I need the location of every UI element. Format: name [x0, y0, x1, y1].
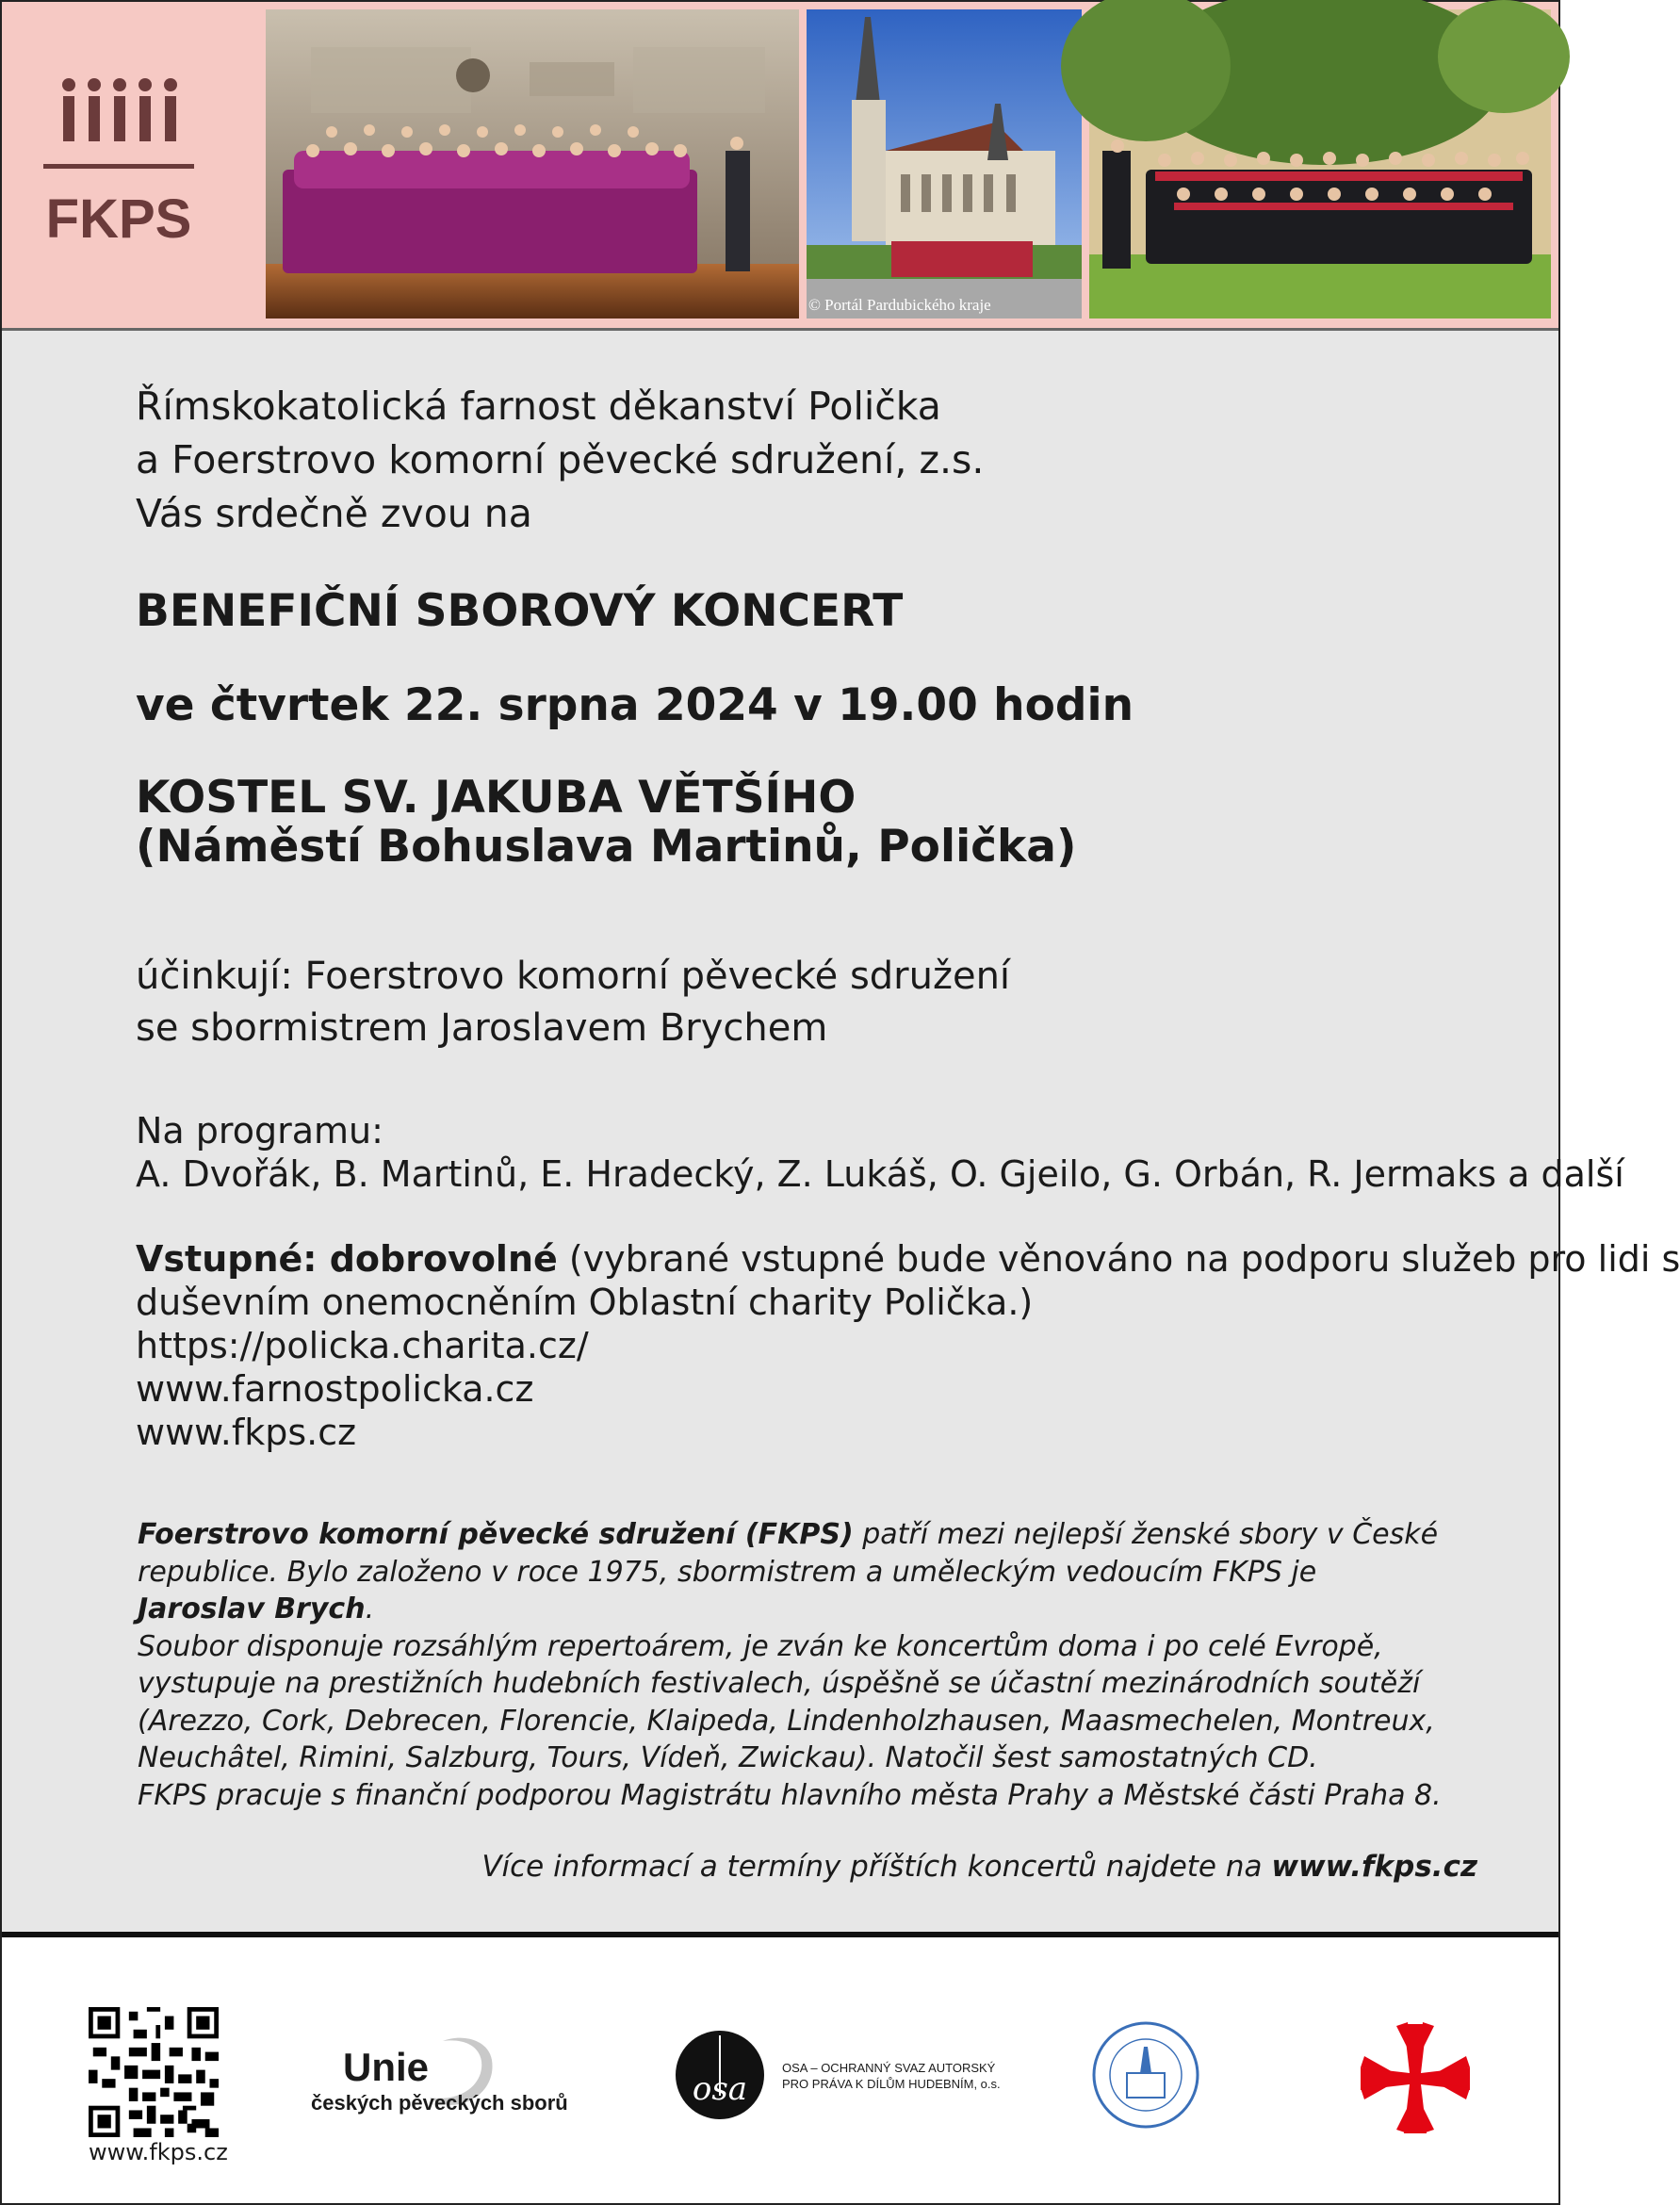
intro-line-3: Vás srdečně zvou na [136, 491, 532, 536]
invitation-body [2, 331, 1680, 1933]
osa-label-line-1: OSA – OCHRANNÝ SVAZ AUTORSKÝ [782, 2061, 996, 2075]
program-label: Na programu: [136, 1110, 383, 1152]
bio-line-7: Neuchâtel, Rimini, Salzburg, Tours, Vídeň, Zwickau). Natočil šest samostatných CD. [138, 1741, 1318, 1774]
admission-label: Vstupné: dobrovolné [136, 1238, 558, 1280]
bio-choir-name: Foerstrovo komorní pěvecké sdružení (FKPS) [138, 1518, 854, 1551]
intro-line-1: Římskokatolická farnost děkanství Polička [136, 384, 941, 429]
photo-choir-garden [1089, 9, 1551, 318]
osa-label [782, 2060, 1001, 2092]
intro [136, 380, 984, 541]
admission-note-1: (vybrané vstupné bude věnováno na podporu služeb pro lidi s [557, 1238, 1680, 1280]
bio-line-2: republice. Bylo založeno v roce 1975, sbormistrem a uměleckým vedoucím FKPS je [138, 1555, 1317, 1589]
osa-logo-text: osa [692, 2070, 748, 2108]
bio-line-1-rest: patří mezi nejlepší ženské sbory v České [853, 1518, 1439, 1551]
more-info [481, 1850, 1477, 1884]
bio-line-3 [138, 1591, 1485, 1628]
bio-line-6: (Arezzo, Cork, Debrecen, Florencie, Klaipeda, Lindenholzhausen, Maasmechelen, Montreux, [138, 1704, 1435, 1738]
concert-date: ve čtvrtek 22. srpna 2024 v 19.00 hodin [136, 679, 1134, 731]
program [136, 1109, 1624, 1196]
photo-credit: © Portál Pardubického kraje [808, 296, 991, 314]
program-composers: A. Dvořák, B. Martinů, E. Hradecký, Z. Lukáš, O. Gjeilo, G. Orbán, R. Jermaks a další [136, 1153, 1624, 1195]
bio-line-1 [138, 1516, 1485, 1554]
footer-logos [2, 1937, 1558, 2203]
link-parish[interactable]: www.farnostpolicka.cz [136, 1368, 534, 1410]
admission [136, 1237, 1680, 1454]
admission-line-1 [136, 1237, 1680, 1281]
parish-seal-icon [1091, 2020, 1200, 2130]
qr-code-icon[interactable] [89, 2007, 219, 2137]
unie-logo-title: Unie [343, 2045, 430, 2089]
photo-church [807, 9, 1082, 318]
link-charity[interactable]: https://policka.charita.cz/ [136, 1325, 589, 1366]
osa-logo-icon [675, 2030, 765, 2120]
venue-name: KOSTEL SV. JAKUBA VĚTŠÍHO [136, 772, 856, 824]
performers [136, 951, 1010, 1054]
bio-conductor-end: . [365, 1592, 375, 1625]
concert-venue [136, 774, 1077, 872]
bio-conductor: Jaroslav Brych [138, 1592, 366, 1625]
fkps-logo [43, 75, 194, 250]
more-info-text: Více informací a termíny příštích koncertů najdete na [481, 1850, 1272, 1884]
header-band [2, 2, 1558, 331]
bio-line-8: FKPS pracuje s finanční podporou Magistrátu hlavního města Prahy a Městské části Praha 8. [138, 1778, 1442, 1812]
performers-line-1: účinkují: Foerstrovo komorní pěvecké sdružení [136, 955, 1011, 998]
caritas-cross-icon [1355, 2018, 1476, 2139]
performers-line-2: se sbormistrem Jaroslavem Brychem [136, 1006, 828, 1050]
unie-logo-subtitle: českých pěveckých sborů [311, 2091, 568, 2115]
intro-line-2: a Foerstrovo komorní pěvecké sdružení, z.s. [136, 437, 985, 482]
choir-bio [138, 1516, 1485, 1814]
photo-choir-hall [266, 9, 799, 318]
bio-line-5: vystupuje na prestižních hudebních festivalech, úspěšně se účastní mezinárodních soutěží [138, 1667, 1421, 1700]
concert-title: BENEFIČNÍ SBOROVÝ KONCERT [136, 585, 904, 637]
more-info-url[interactable]: www.fkps.cz [1271, 1850, 1477, 1884]
qr-url[interactable]: www.fkps.cz [89, 2139, 228, 2165]
fkps-logo-text: FKPS [45, 188, 192, 250]
osa-label-line-2: PRO PRÁVA K DÍLŮM HUDEBNÍM, o.s. [782, 2077, 1001, 2091]
link-fkps[interactable]: www.fkps.cz [136, 1412, 357, 1453]
bio-line-4: Soubor disponuje rozsáhlým repertoárem, je zván ke koncertům doma i po celé Evropě, [138, 1629, 1383, 1663]
venue-address: (Náměstí Bohuslava Martinů, Polička) [136, 821, 1077, 873]
admission-note-2: duševním onemocněním Oblastní charity Polička.) [136, 1282, 1034, 1323]
